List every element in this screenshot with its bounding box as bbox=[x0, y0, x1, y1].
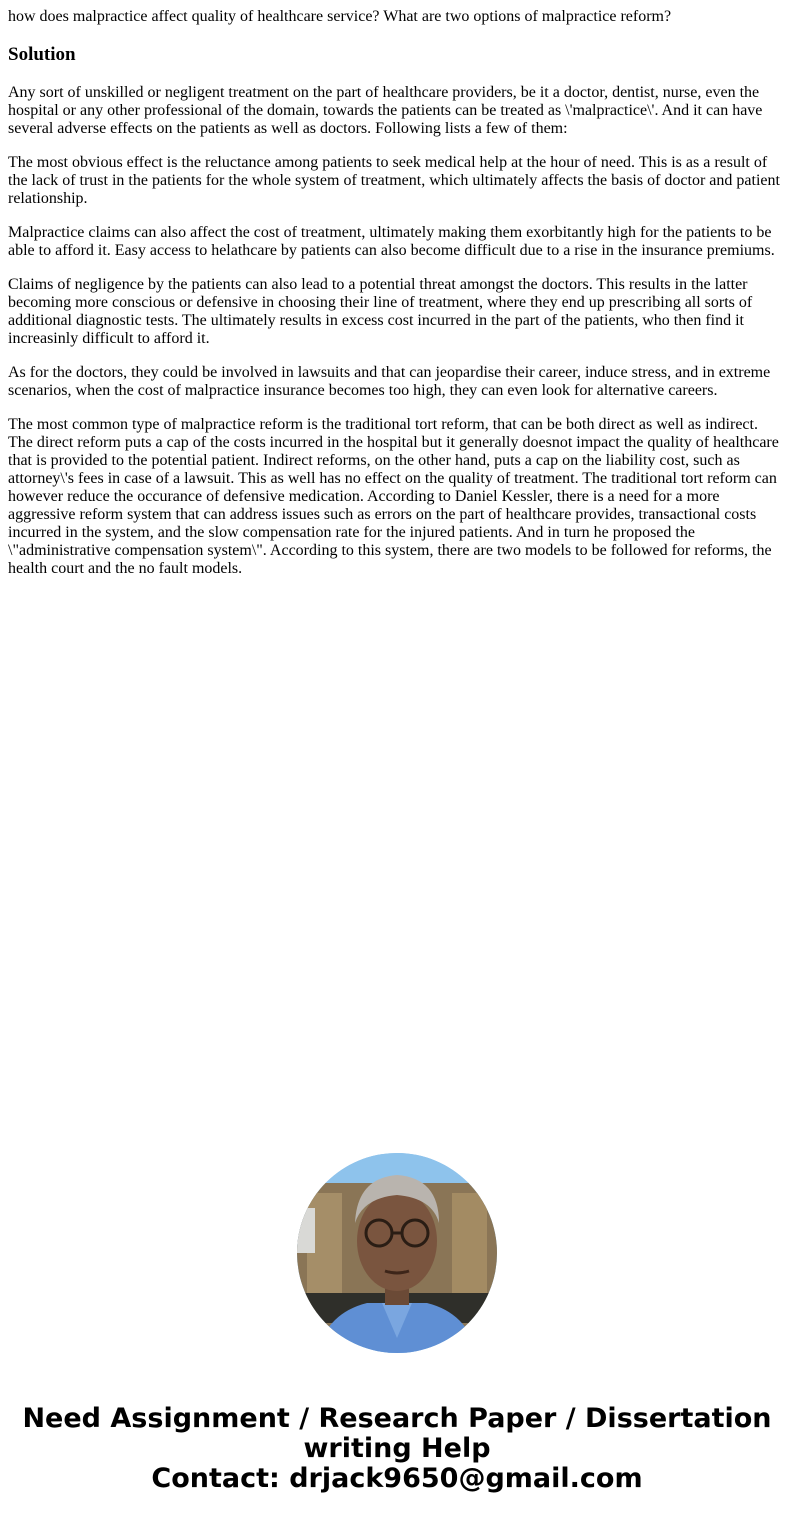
paragraph-cost: Malpractice claims can also affect the cost of treatment, ultimately making them exorbitantly high for the patients to be able to afford it. Easy access to helathcare by patients can also become difficult due to a rise in the insurance premiums. bbox=[8, 224, 775, 259]
portrait-photo-icon bbox=[297, 1153, 497, 1353]
promo-line-1: Need Assignment / Research Paper / Dissertation bbox=[22, 1403, 772, 1434]
document-body bbox=[0, 0, 794, 578]
promo-contact: Contact: drjack9650@gmail.com bbox=[151, 1463, 643, 1494]
question-text: how does malpractice affect quality of healthcare service? What are two options of malpractice reform? bbox=[8, 8, 672, 25]
promo-banner bbox=[0, 1404, 794, 1494]
avatar bbox=[297, 1153, 497, 1353]
solution-heading: Solution bbox=[8, 44, 76, 65]
paragraph-reluctance: The most obvious effect is the reluctance among patients to seek medical help at the hour of need. This is as a result of the lack of trust in the patients for the whole system of treatment, which ultimately affects the basis of doctor and patient relationship. bbox=[8, 154, 780, 207]
paragraph-negligence: Claims of negligence by the patients can also lead to a potential threat amongst the doctors. This results in the latter becoming more conscious or defensive in choosing their line of treatment, where they end up prescribing all sorts of additional diagnostic tests. The ultimately results in excess cost incurred in the part of the patients, who then find it increasinly difficult to afford it. bbox=[8, 276, 753, 347]
paragraph-doctors: As for the doctors, they could be involved in lawsuits and that can jeopardise their career, induce stress, and in extreme scenarios, when the cost of malpractice insurance becomes too high, they can even look for alternative careers. bbox=[8, 364, 771, 399]
promo-line-2: writing Help bbox=[303, 1433, 491, 1464]
paragraph-reform: The most common type of malpractice reform is the traditional tort reform, that can be both direct as well as indirect. The direct reform puts a cap of the costs incurred in the hospital but it generally doesnot impact the quality of healthcare that is provided to the potential patient. Indirect reforms, on the other hand, puts a cap on the liability cost, such as attorney\'s fees in case of a lawsuit. This as well has no effect on the quality of treatment. The traditional tort reform can however reduce the occurance of defensive medication. According to Daniel Kessler, there is a need for a more aggressive reform system that can address issues such as errors on the part of healthcare provides, transactional costs incurred in the system, and the slow compensation rate for the injured patients. And in turn he proposed the \"administrative compensation system\". According to this system, there are two models to be followed for reforms, the health court and the no fault models. bbox=[8, 416, 779, 577]
paragraph-intro: Any sort of unskilled or negligent treatment on the part of healthcare providers, be it a doctor, dentist, nurse, even the hospital or any other professional of the domain, towards the patients can be treated as \'malpractice\'. And it can have several adverse effects on the patients as well as doctors. Following lists a few of them: bbox=[8, 84, 763, 137]
